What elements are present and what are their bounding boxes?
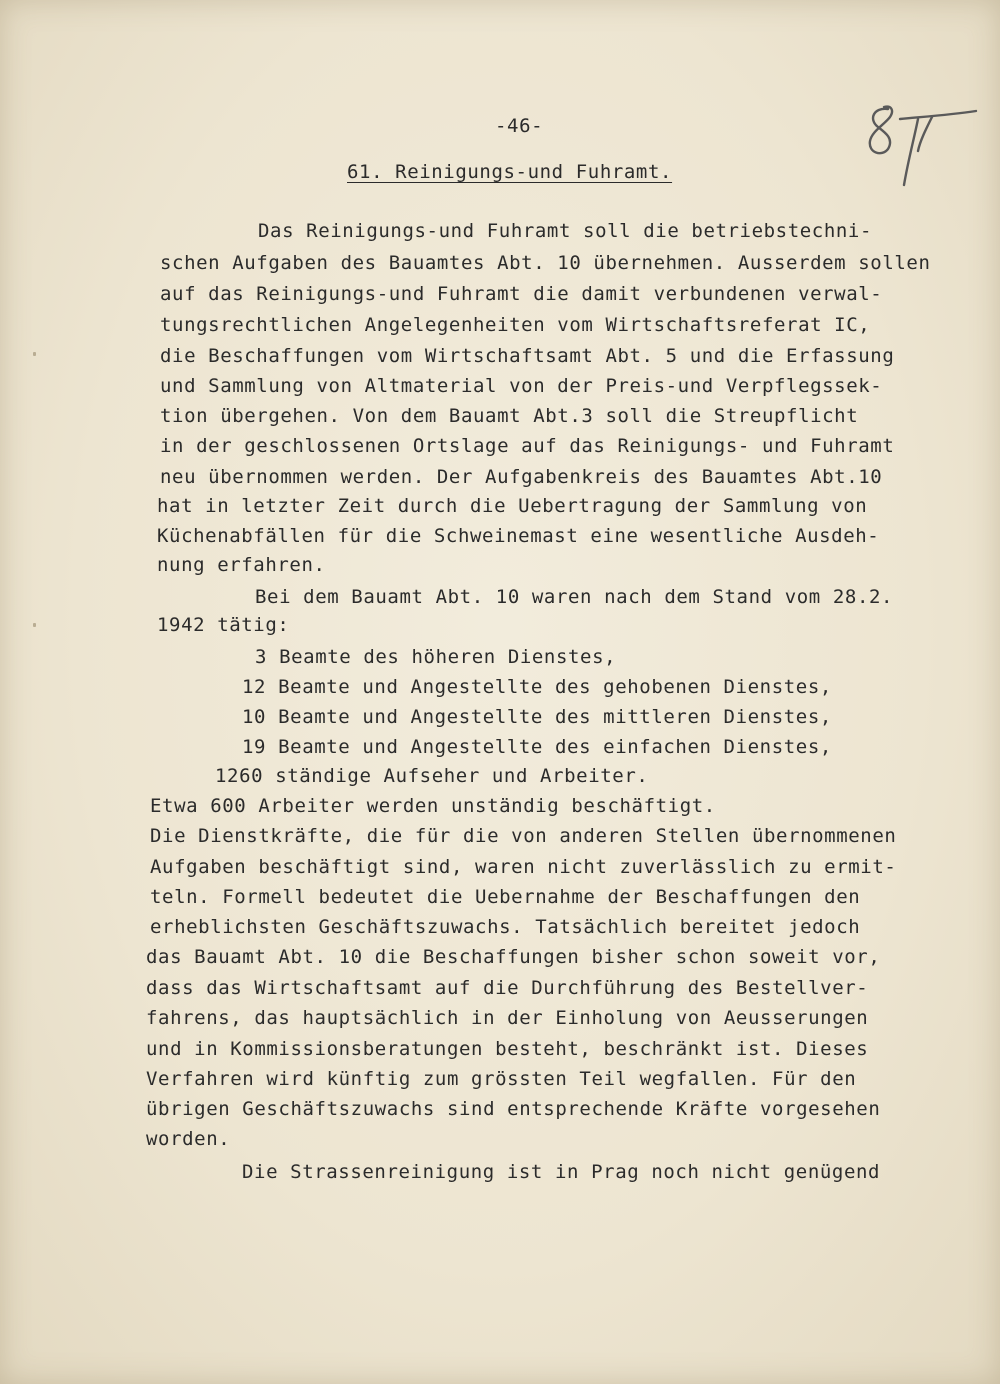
section-heading: 61. Reinigungs-und Fuhramt.: [347, 161, 673, 183]
body-line-24: Verfahren wird künftig zum grössten Teil wegfallen. Für den: [146, 1068, 857, 1090]
body-line-4: tungsrechtlichen Angelegenheiten vom Wirtschaftsreferat IC,: [160, 314, 871, 336]
body-line-6: und Sammlung von Altmaterial von der Preis-und Verpflegssek-: [160, 375, 883, 397]
body-line-20: das Bauamt Abt. 10 die Beschaffungen bisher schon soweit vor,: [146, 946, 881, 968]
handwritten-folio-number: [860, 95, 980, 190]
body-line-15: Etwa 600 Arbeiter werden unständig beschäftigt.: [150, 795, 716, 817]
staff-list-item-4: 19 Beamte und Angestellte des einfachen Dienstes,: [242, 736, 832, 758]
margin-mark: [33, 352, 36, 356]
staff-list-item-2: 12 Beamte und Angestellte des gehobenen Dienstes,: [242, 676, 832, 698]
body-line-16: Die Dienstkräfte, die für die von anderen Stellen übernommenen: [150, 825, 897, 847]
body-line-18: teln. Formell bedeutet die Uebernahme der Beschaffungen den: [150, 886, 861, 908]
body-line-8: in der geschlossenen Ortslage auf das Reinigungs- und Fuhramt: [160, 435, 895, 457]
body-line-2: schen Aufgaben des Bauamtes Abt. 10 übernehmen. Ausserdem sollen: [160, 252, 931, 274]
staff-list-item-1: 3 Beamte des höheren Dienstes,: [255, 646, 617, 668]
staff-list-item-5: 1260 ständige Aufseher und Arbeiter.: [215, 765, 649, 787]
body-line-7: tion übergehen. Von dem Bauamt Abt.3 soll die Streupflicht: [160, 405, 859, 427]
body-line-13: Bei dem Bauamt Abt. 10 waren nach dem Stand vom 28.2.: [255, 586, 894, 608]
body-line-27: Die Strassenreinigung ist in Prag noch nicht genügend: [242, 1161, 881, 1183]
body-line-5: die Beschaffungen vom Wirtschaftsamt Abt. 5 und die Erfassung: [160, 345, 895, 367]
body-line-21: dass das Wirtschaftsamt auf die Durchführung des Bestellver-: [146, 977, 869, 999]
body-line-12: nung erfahren.: [157, 554, 326, 576]
body-line-26: worden.: [146, 1128, 231, 1150]
staff-list-item-3: 10 Beamte und Angestellte des mittleren Dienstes,: [242, 706, 832, 728]
body-line-25: übrigen Geschäftszuwachs sind entsprechende Kräfte vorgesehen: [146, 1098, 881, 1120]
body-line-23: und in Kommissionsberatungen besteht, beschränkt ist. Dieses: [146, 1038, 869, 1060]
body-line-22: fahrens, das hauptsächlich in der Einholung von Aeusserungen: [146, 1007, 869, 1029]
body-line-14: 1942 tätig:: [157, 614, 290, 636]
page-number: -46-: [495, 115, 544, 137]
body-line-17: Aufgaben beschäftigt sind, waren nicht zuverlässlich zu ermit-: [150, 856, 897, 878]
body-line-19: erheblichsten Geschäftszuwachs. Tatsächlich bereitet jedoch: [150, 916, 861, 938]
body-line-9: neu übernommen werden. Der Aufgabenkreis des Bauamtes Abt.10: [160, 466, 883, 488]
body-line-3: auf das Reinigungs-und Fuhramt die damit verbundenen verwal-: [160, 283, 883, 305]
body-line-11: Küchenabfällen für die Schweinemast eine wesentliche Ausdeh-: [157, 525, 880, 547]
body-line-10: hat in letzter Zeit durch die Uebertragung der Sammlung von: [157, 495, 868, 517]
margin-mark: [33, 623, 36, 627]
body-line-1: Das Reinigungs-und Fuhramt soll die betriebstechni-: [258, 220, 872, 242]
